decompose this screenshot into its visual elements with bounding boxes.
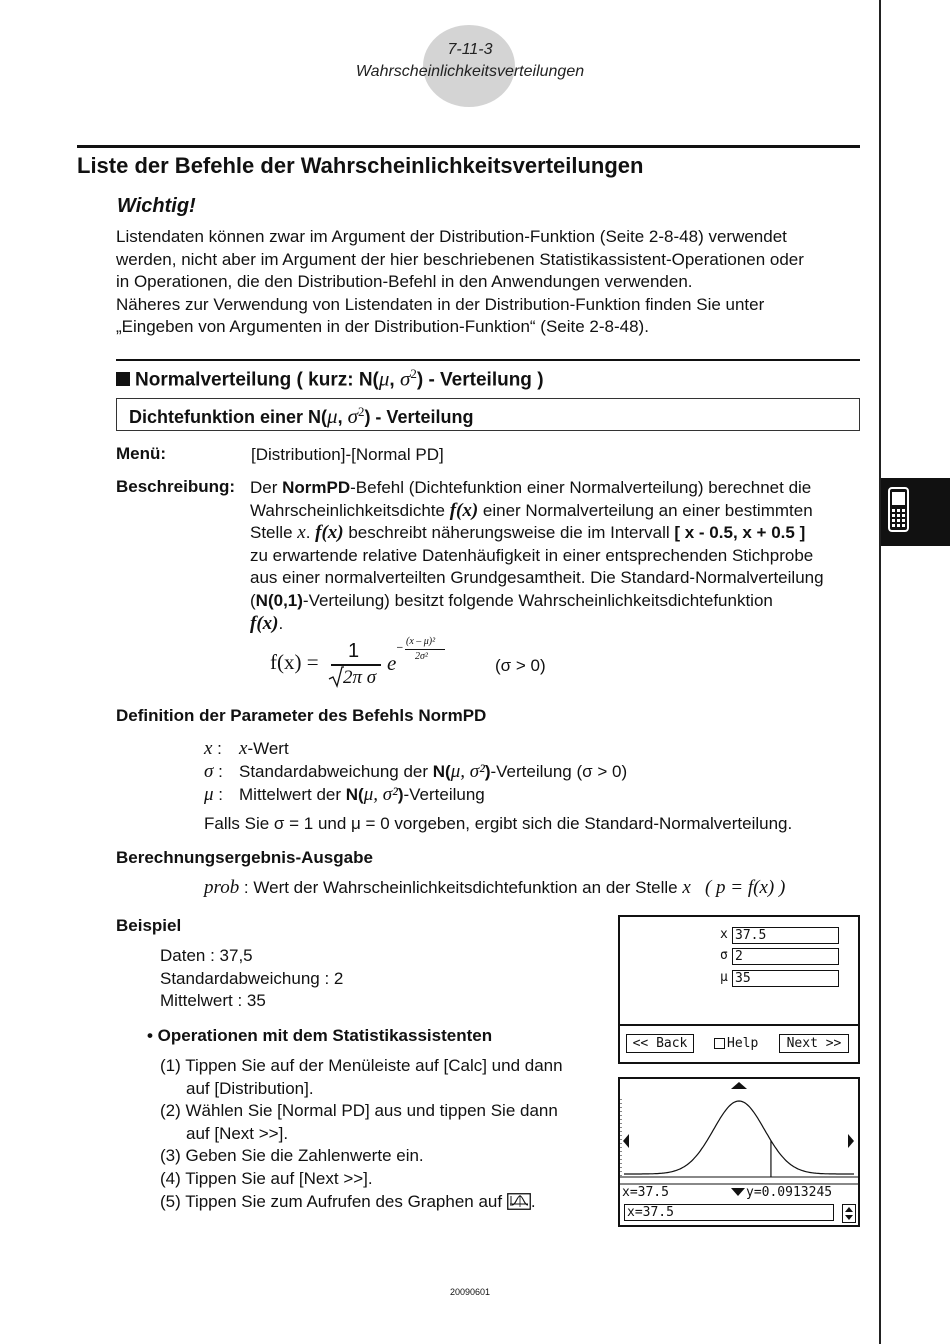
example-data-line: Standardabweichung : 2 [160, 968, 344, 988]
density-box-suffix: ) - Verteilung [364, 407, 474, 427]
normal-heading-prefix: Normalverteilung ( kurz: N( [135, 369, 379, 391]
help-label: Help [727, 1036, 759, 1051]
formula-lhs: f(x) = [270, 650, 319, 674]
example-data-line: Mittelwert : 35 [160, 991, 266, 1011]
calculator-icon [881, 478, 950, 546]
step-line: auf [Distribution]. [186, 1078, 314, 1098]
sigma-symbol: σ [347, 404, 358, 428]
footer-code: 20090601 [449, 1287, 491, 1297]
sigma-symbol: σ [399, 366, 411, 391]
density-curve [624, 1101, 854, 1174]
density-formula [268, 636, 568, 696]
param-heading: Definition der Parameter des Befehls NormPD [116, 706, 487, 725]
normal-heading [116, 366, 544, 391]
density-box-prefix: Dichtefunktion einer N( [129, 407, 328, 427]
example-data [160, 945, 343, 1013]
menu-value: [Distribution]-[Normal PD] [251, 445, 444, 464]
result-text: prob : Wert der Wahrscheinlichkeitsdichtefunktion an der Stelle x ( p = f(x) ) [204, 877, 786, 898]
formula-numerator: 1 [348, 640, 360, 662]
x-field-label: x [720, 927, 728, 942]
scroll-left-arrow-icon [623, 1134, 629, 1148]
ops-heading: • Operationen mit dem Statistikassistenten [147, 1026, 493, 1045]
square-exponent: 2 [357, 404, 365, 419]
graph-icon [507, 1193, 531, 1210]
page-number: 7-11-3 [447, 41, 493, 58]
important-heading: Wichtig! [117, 195, 196, 217]
result-equation: ( p = f(x) ) [704, 877, 786, 898]
param-mu: μ : Mittelwert der N(μ, σ²)-Verteilung [204, 784, 485, 805]
interval: [ x - 0.5, x + 0.5 ] [674, 523, 806, 543]
formula-condition: (σ > 0) [495, 656, 546, 675]
section-title: Liste der Befehle der Wahrscheinlichkeitsverteilungen [77, 153, 644, 178]
trace-input[interactable]: x=37.5 [624, 1204, 834, 1221]
fx-symbol: f(x) [250, 612, 279, 634]
fx-symbol: f(x) [449, 499, 479, 521]
exponent-numerator: (x – μ)² [406, 636, 436, 647]
sigma-field-label: σ [720, 948, 728, 963]
header-section: Wahrscheinlichkeitsverteilungen [355, 63, 585, 80]
important-line: werden, nicht aber im Argument der hier beschriebenen Statistikassistent-Operationen oder [116, 249, 804, 269]
exponent-bar [405, 649, 445, 650]
calc-input-screen [618, 915, 860, 1064]
calc-graph-screen [618, 1077, 860, 1227]
readout-x: x=37.5 [622, 1185, 669, 1200]
x-symbol: x [297, 522, 306, 544]
page-edge-rule [879, 0, 881, 1344]
scroll-right-arrow-icon [848, 1134, 854, 1148]
chapter-tab [881, 478, 950, 546]
readout-y: y=0.0913245 [746, 1185, 833, 1200]
screen-divider [620, 1024, 858, 1026]
step-line: (1) Tippen Sie auf der Menüleiste auf [Calc] und dann [160, 1056, 563, 1075]
step-line: (2) Wählen Sie [Normal PD] aus und tippen Sie dann [160, 1101, 558, 1121]
formula-denominator: 2π σ [343, 667, 377, 688]
important-line: Listendaten können zwar im Argument der Distribution-Funktion (Seite 2-8-48) verwendet [116, 227, 787, 246]
next-button[interactable]: Next >> [779, 1034, 849, 1053]
stepper-icon [843, 1205, 855, 1222]
steps-list [160, 1055, 563, 1213]
step-line: (3) Geben Sie die Zahlenwerte ein. [160, 1146, 424, 1166]
normpd-command: NormPD [282, 478, 351, 497]
step-line: auf [Next >>]. [186, 1123, 289, 1143]
scroll-up-arrow-icon [731, 1082, 747, 1089]
description-label: Beschreibung: [116, 477, 236, 496]
step-line: (4) Tippen Sie auf [Next >>]. [160, 1168, 373, 1188]
comma: , [389, 369, 400, 391]
title-rule [77, 145, 860, 148]
exponent-sign: – [397, 642, 403, 653]
sigma-input[interactable]: 2 [732, 948, 839, 965]
square-exponent: 2 [410, 366, 417, 381]
param-x: x : x-Wert [204, 738, 289, 759]
exponent-denominator: 2σ² [415, 651, 428, 662]
back-button[interactable]: << Back [626, 1034, 694, 1053]
result-heading: Berechnungsergebnis-Ausgabe [116, 848, 373, 867]
x-input[interactable]: 37.5 [732, 927, 839, 944]
n01-label: N(0,1) [255, 590, 303, 610]
formula-e: e [387, 651, 397, 675]
trace-marker-icon [731, 1188, 745, 1196]
normal-heading-suffix: ) - Verteilung ) [416, 369, 544, 391]
help-checkbox[interactable] [714, 1038, 725, 1049]
step-line: (5) Tippen Sie zum Aufrufen des Graphen auf . [160, 1191, 536, 1211]
subsection-rule [116, 359, 860, 361]
mu-input[interactable]: 35 [732, 970, 839, 987]
important-line: Näheres zur Verwendung von Listendaten in der Distribution-Funktion finden Sie unter [116, 294, 765, 314]
important-line: in Operationen, die den Distribution-Befehl in den Anwendungen verwenden. [116, 272, 693, 292]
comma: , [337, 407, 348, 427]
param-sigma: σ : Standardabweichung der N(μ, σ²)-Verteilung (σ > 0) [204, 761, 628, 782]
fx-symbol: f(x) [315, 522, 344, 544]
square-bullet-icon [116, 372, 130, 386]
mu-symbol: μ [378, 366, 390, 391]
mu-field-label: μ [720, 970, 728, 985]
example-heading: Beispiel [116, 916, 182, 935]
param-note: Falls Sie σ = 1 und μ = 0 vorgeben, ergibt sich die Standard-Normalverteilung. [204, 814, 793, 833]
mu-symbol: μ [327, 404, 338, 428]
density-box [116, 398, 860, 431]
menu-label: Menü: [116, 444, 167, 463]
prob-symbol: prob [204, 877, 240, 898]
important-text [116, 226, 804, 339]
sqrt-icon [328, 666, 344, 688]
description-text: Der NormPD-Befehl (Dichtefunktion einer Normalverteilung) berechnet die Wahrscheinlichkeitsdichte f(x) einer Normalverteilung an einer bestimmten Stelle x. f(x) beschreibt näherungsweise die im Intervall [ x - 0.5, x + 0.5 ] zu erwartende relative Datenhäufigkeit in einer entsprechenden Stichprobe aus einer normalverteilten Grundgesamtheit. Die Standard-Normalverteilung (N(0,1)-Verteilung) besitzt folgende Wahrscheinlichkeitsdichtefunktion f(x). [250, 478, 824, 634]
example-data-line: Daten : 37,5 [160, 946, 253, 965]
stepper[interactable] [842, 1204, 856, 1223]
important-line: „Eingeben von Argumenten in der Distribution-Funktion“ (Seite 2-8-48). [116, 317, 649, 337]
